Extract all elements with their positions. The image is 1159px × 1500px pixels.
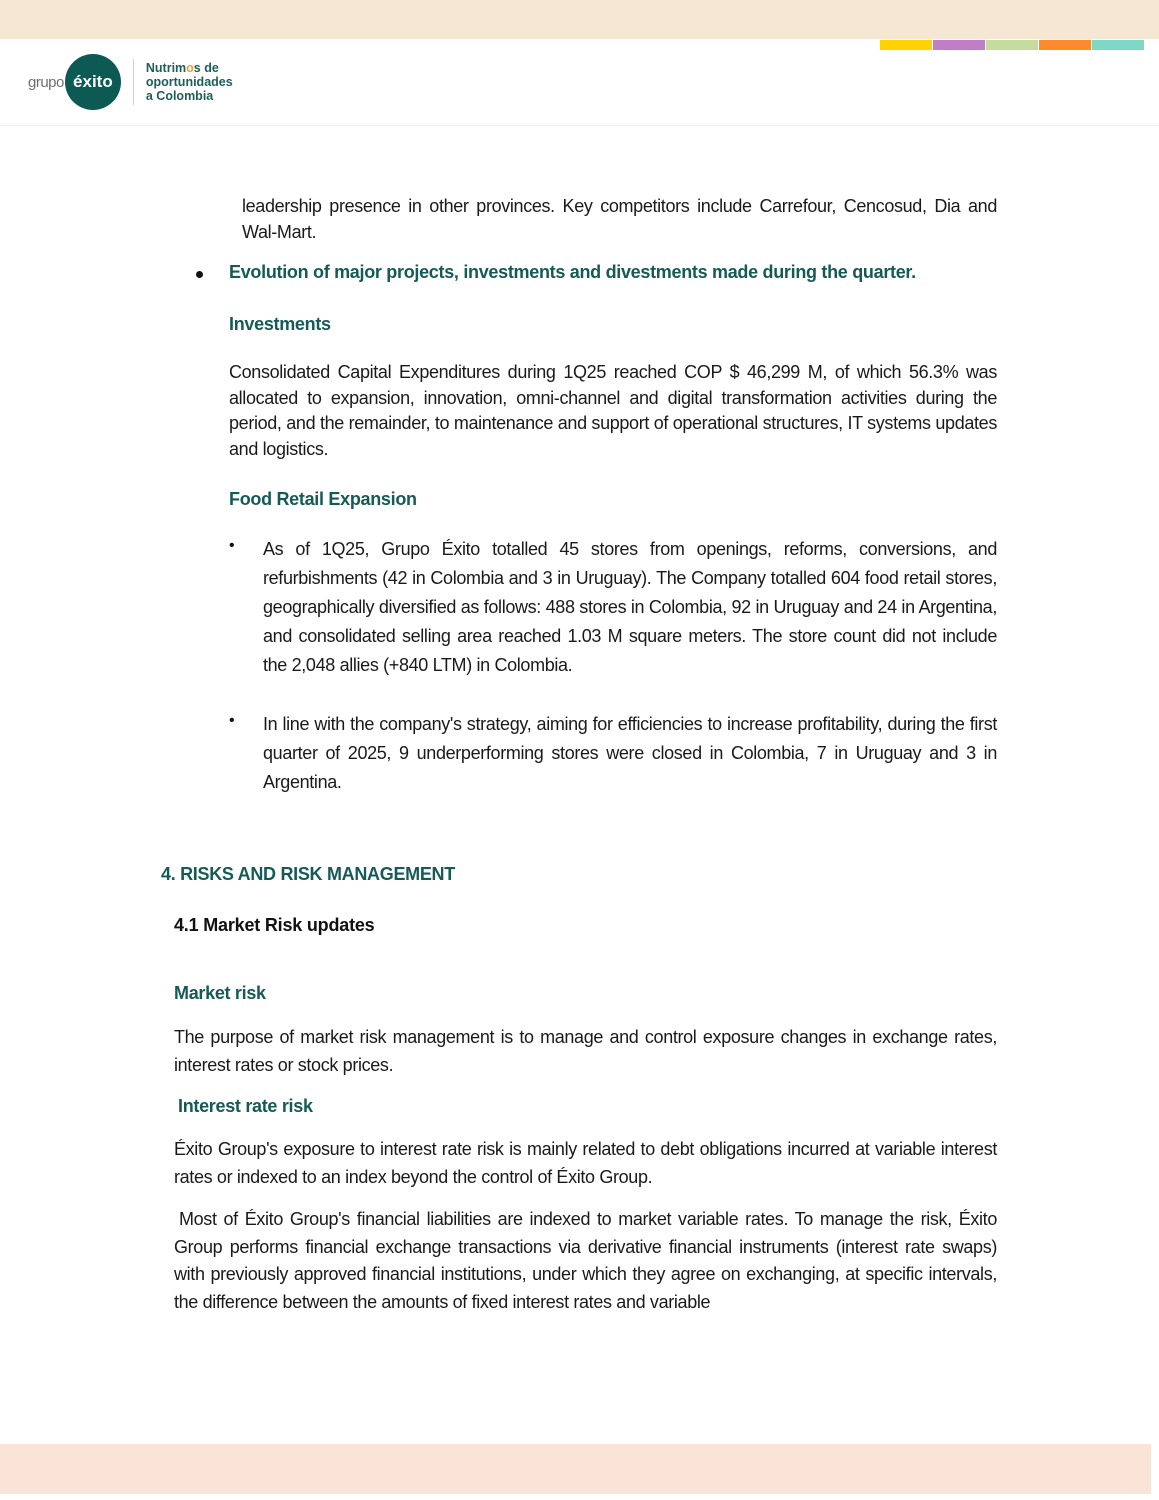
tagline-accent: o <box>186 61 194 75</box>
bullet-heading: Evolution of major projects, investments and divestments made during the quarter. <box>229 262 916 282</box>
food-retail-bullet-1: As of 1Q25, Grupo Éxito totalled 45 stores from openings, reforms, conversions, and refurbishments (42 in Colombia and 3 in Uruguay). The Company totalled 604 food retail stores, geographically diversified as follows: 488 stores in Colombia, 92 in Uruguay and 24 in Argentina, and consolidated selling area reached 1.03 M square meters. The store count did not include the 2,048 allies (+840 LTM) in Colombia. <box>263 539 997 675</box>
logo-tagline <box>146 61 233 103</box>
logo-divider <box>133 59 134 105</box>
interest-rate-risk-paragraph-1: Éxito Group's exposure to interest rate risk is mainly related to debt obligations incurred at variable interest rates or indexed to an index beyond the control of Éxito Group. <box>174 1139 997 1187</box>
logo-brand-circle <box>65 54 121 110</box>
tagline-part: s de <box>193 61 219 75</box>
market-risk-text: The purpose of market risk management is to manage and control exposure changes in exchange rates, interest rates or stock prices. <box>174 1027 997 1075</box>
subsection-4-1-title: 4.1 Market Risk updates <box>174 915 375 935</box>
top-band <box>0 0 1159 39</box>
footer-band <box>0 1444 1151 1494</box>
market-risk-title: Market risk <box>174 983 266 1003</box>
bullet-icon <box>196 271 203 278</box>
logo-prefix: grupo <box>28 73 64 91</box>
food-retail-bullet-2: In line with the company's strategy, aiming for efficiencies to increase profitability, during the first quarter of 2025, 9 underperforming stores were closed in Colombia, 7 in Uruguay and 3 in Argentina. <box>263 714 997 792</box>
logo-brand: éxito <box>73 72 113 91</box>
section-4-title: 4. RISKS AND RISK MANAGEMENT <box>161 864 455 884</box>
tagline-line3: a Colombia <box>145 89 214 103</box>
bullet-icon: • <box>229 537 235 554</box>
tagline-line2: oportunidades <box>145 75 233 89</box>
tagline-part: Nutrim <box>145 61 187 75</box>
bullet-icon: • <box>229 712 235 729</box>
interest-rate-risk-paragraph-2: Most of Éxito Group's financial liabilities are indexed to market variable rates. To manage the risk, Éxito Group performs financial exchange transactions via derivative financial instruments (interest rate swaps) with previously approved financial institutions, under which they agree on exchanging, at specific intervals, the difference between the amounts of fixed interest rates and variable <box>174 1209 997 1312</box>
intro-continuation: leadership presence in other provinces. Key competitors include Carrefour, Cencosud, Dia and Wal-Mart. <box>242 196 997 242</box>
interest-rate-risk-title: Interest rate risk <box>178 1096 313 1116</box>
investments-text: Consolidated Capital Expenditures during 1Q25 reached COP $ 46,299 M, of which 56.3% was allocated to expansion, innovation, omni-channel and digital transformation activities during the period, and the remainder, to maintenance and support of operational structures, IT systems updates and logistics. <box>229 362 997 459</box>
investments-title: Investments <box>229 314 331 334</box>
grupo-exito-logo <box>28 54 233 110</box>
food-retail-title: Food Retail Expansion <box>229 489 417 509</box>
